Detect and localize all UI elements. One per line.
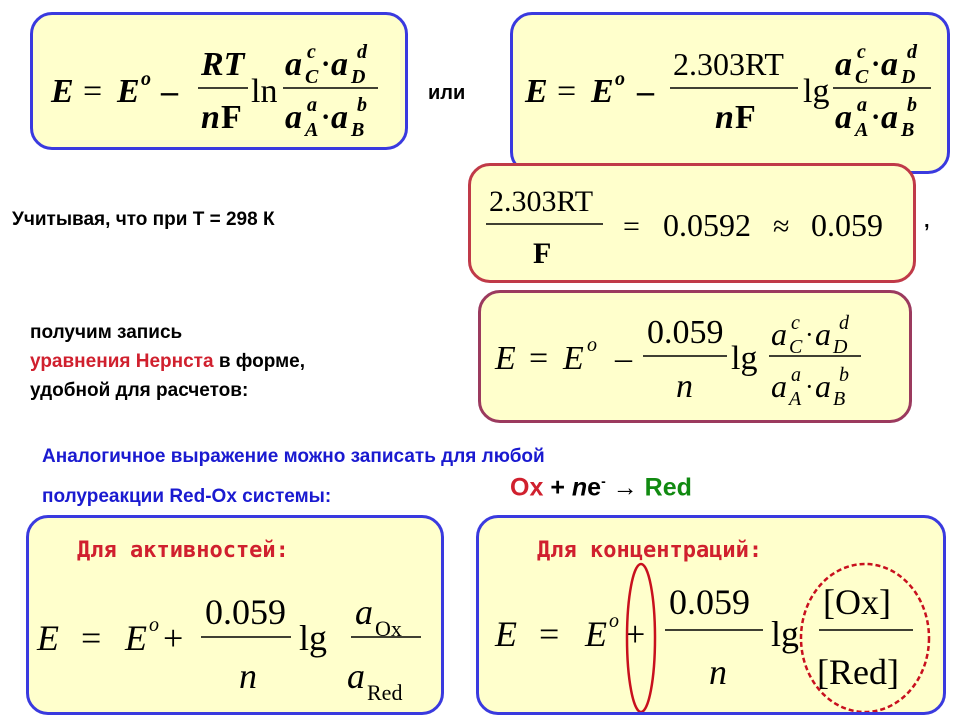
concentrations-formula: [479, 518, 943, 712]
equals-sign: =: [623, 210, 640, 243]
analog-line-1: Аналогичное выражение можно записать для любой: [42, 446, 545, 467]
sup-d: d: [839, 312, 849, 334]
fraction-denominator: n: [709, 652, 727, 692]
reaction-plus: +: [550, 473, 565, 502]
activity-a: a: [285, 99, 302, 136]
var-E0: E: [117, 73, 140, 110]
equals-sign: =: [81, 618, 102, 658]
intro-line-3: удобной для расчетов:: [30, 380, 249, 401]
practical-formula-box: [478, 290, 912, 423]
activity-a: a: [285, 46, 302, 83]
fraction-denominator: F: [533, 237, 552, 270]
reaction-n: n: [571, 473, 588, 502]
reaction-ox: Ox: [510, 473, 544, 502]
fraction-numerator: 0.059: [647, 314, 724, 351]
sup-a: a: [791, 364, 801, 386]
comma: ,: [924, 210, 930, 232]
intro-line-2: [30, 347, 305, 376]
fraction-numerator: 0.059: [205, 592, 286, 632]
lg-function: lg: [803, 73, 830, 110]
sub-A: A: [855, 119, 869, 141]
var-E: E: [37, 618, 59, 658]
sub-red: Red: [367, 680, 403, 705]
lg-function: lg: [299, 618, 328, 658]
minus-sign: –: [637, 73, 654, 110]
activity-a: a: [835, 99, 852, 136]
concentrations-box: [476, 515, 946, 715]
var-E0: E: [591, 73, 614, 110]
sup-c: c: [857, 41, 866, 63]
fraction-denominator-n: n: [201, 99, 220, 136]
activity-a: a: [331, 99, 348, 136]
sub-D: D: [833, 336, 848, 358]
fraction-denominator: n: [239, 656, 257, 696]
minus-sign: –: [615, 340, 632, 377]
activity-a: a: [881, 46, 898, 83]
var-E: E: [495, 614, 517, 654]
sup-b: b: [907, 94, 917, 116]
constant-value: 0.0592: [663, 207, 751, 243]
activity-a: a: [771, 368, 787, 404]
plus-sign: +: [625, 614, 646, 654]
activity-a: a: [771, 316, 787, 352]
activity-a: a: [331, 46, 348, 83]
reaction-charge: -: [601, 473, 606, 489]
lg-function: lg: [771, 614, 800, 654]
dot: ·: [871, 102, 881, 133]
conc-red: [Red]: [817, 652, 899, 692]
var-E: E: [525, 73, 548, 110]
dot: ·: [321, 49, 331, 80]
dot: ·: [321, 102, 331, 133]
reaction-e: e: [587, 473, 602, 502]
var-E: E: [495, 340, 516, 377]
var-E: E: [51, 73, 74, 110]
sub-C: C: [305, 66, 319, 88]
activities-formula: [29, 518, 441, 712]
var-E0: E: [125, 618, 147, 658]
fraction-numerator: 2.303RT: [673, 46, 784, 82]
sup-b: b: [839, 364, 849, 386]
sup-o: o: [149, 614, 159, 636]
sup-o: o: [141, 68, 151, 90]
fraction-numerator: 0.059: [669, 582, 750, 622]
nernst-lg-formula-box: [510, 12, 950, 174]
sub-A: A: [789, 388, 802, 410]
practical-formula: [481, 293, 909, 420]
sup-a: a: [857, 94, 867, 116]
fraction-numerator: RT: [201, 46, 245, 83]
sub-B: B: [351, 119, 365, 141]
equals-sign: =: [539, 614, 560, 654]
sub-B: B: [833, 388, 846, 410]
nernst-equation-term: уравнения Нернста: [30, 351, 214, 372]
or-label: или: [428, 82, 466, 104]
sup-d: d: [357, 41, 367, 63]
activity-a: a: [881, 99, 898, 136]
sub-D: D: [351, 66, 366, 88]
constant-formula: [471, 166, 913, 280]
activity-a: a: [347, 656, 365, 696]
activities-box: [26, 515, 444, 715]
minus-sign: –: [161, 73, 178, 110]
activity-a: a: [815, 316, 831, 352]
sup-o: o: [587, 334, 597, 356]
sup-o: o: [609, 610, 619, 632]
equals-sign: =: [529, 340, 549, 377]
equals-sign: =: [557, 73, 577, 110]
plus-sign: +: [163, 618, 184, 658]
sub-A: A: [305, 119, 319, 141]
fraction-denominator-n: n: [715, 99, 734, 136]
ln-function: ln: [251, 73, 278, 110]
activity-a: a: [815, 368, 831, 404]
sup-o: o: [615, 68, 625, 90]
var-E0: E: [563, 340, 584, 377]
half-reaction: [510, 473, 692, 502]
analog-text: [42, 437, 545, 517]
considering-label: Учитывая, что при Т = 298 К: [12, 209, 275, 230]
dot: ·: [805, 372, 814, 401]
activity-a: a: [835, 46, 852, 83]
var-E0: E: [585, 614, 607, 654]
fraction-denominator-F: F: [221, 99, 242, 136]
sub-C: C: [855, 66, 869, 88]
sup-d: d: [907, 41, 917, 63]
analog-line-2-text: полуреакции Red-Ox системы:: [42, 486, 332, 507]
conc-ox: [Ox]: [823, 582, 891, 622]
sup-c: c: [307, 41, 316, 63]
sup-a: a: [307, 94, 317, 116]
intro-line-1: получим запись: [30, 322, 183, 343]
nernst-lg-formula: [513, 15, 947, 171]
lg-function: lg: [731, 340, 758, 377]
fraction-denominator-F: F: [735, 99, 756, 136]
sub-D: D: [901, 66, 916, 88]
analog-line-2: [42, 477, 545, 517]
sub-B: B: [901, 119, 915, 141]
dot: ·: [805, 320, 814, 349]
sub-ox: Ox: [375, 616, 402, 641]
reaction-red: Red: [644, 473, 692, 502]
nernst-intro: [30, 318, 305, 405]
nernst-ln-formula-box: [30, 12, 408, 150]
constant-formula-box: [468, 163, 916, 283]
fraction-denominator: n: [676, 368, 693, 405]
concentrations-title: Для концентраций:: [537, 538, 763, 563]
reaction-arrow: →: [612, 473, 638, 502]
sup-b: b: [357, 94, 367, 116]
rounded-value: 0.059: [811, 207, 883, 243]
fraction-numerator: 2.303RT: [489, 185, 594, 218]
intro-line-2-rest: в форме,: [213, 351, 306, 372]
nernst-ln-formula: [33, 15, 405, 147]
sup-c: c: [791, 312, 800, 334]
activities-title: Для активностей:: [77, 538, 289, 563]
approx-sign: ≈: [773, 210, 790, 243]
equals-sign: =: [83, 73, 103, 110]
sub-C: C: [789, 336, 803, 358]
dot: ·: [871, 49, 881, 80]
activity-a: a: [355, 592, 373, 632]
